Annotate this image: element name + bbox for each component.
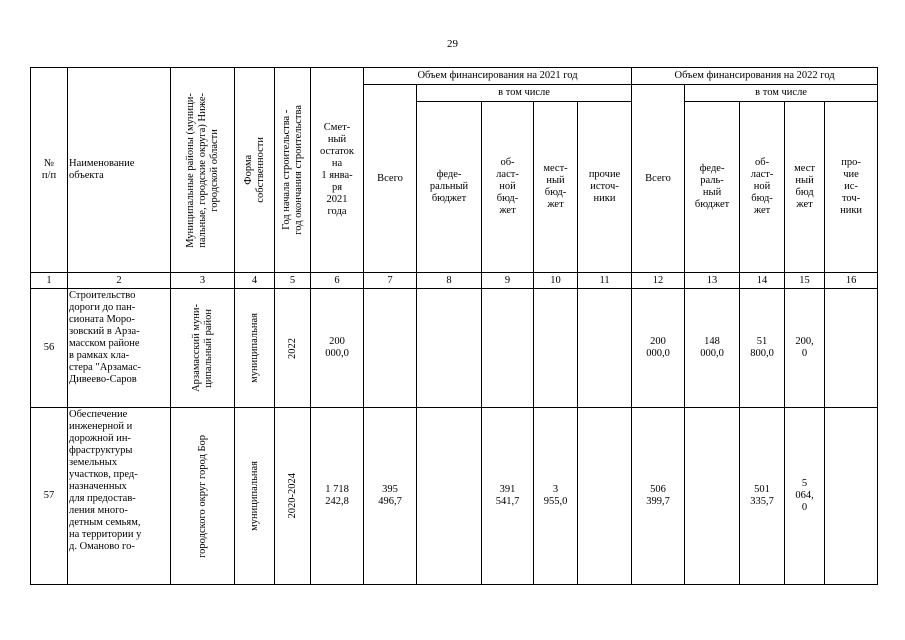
row-local-2022: 200, 0 [785,289,825,408]
page-number: 29 [447,38,458,50]
column-number: 12 [632,273,685,289]
header-federal-2022: феде- раль- ный бюджет [685,102,740,273]
row-local-2022: 5 064, 0 [785,408,825,585]
row-ownership: муниципальная [235,289,275,408]
row-regional-2021 [482,289,534,408]
header-row-1 [31,68,878,85]
row-municipality: городского округ город Бор [171,408,235,585]
row-municipality: Арзамасский муни- ципальный район [171,289,235,408]
column-number: 10 [534,273,578,289]
row-balance: 1 718 242,8 [311,408,364,585]
header-other-2022: про- чие ис- точ- ники [825,102,878,273]
column-number: 14 [740,273,785,289]
row-federal-2021 [417,289,482,408]
row-years: 2022 [275,289,311,408]
row-total-2022: 506 399,7 [632,408,685,585]
row-object-name: Обеспечение инженерной и дорожной ин- фраструктуры земельных участков, пред- назначенных для предостав- ления много- детным семьям, на территории у д. Оманово го- [68,408,171,585]
column-number: 16 [825,273,878,289]
header-balance: Смет- ный остаток на 1 янва- ря 2021 года [311,68,364,273]
header-federal-2021: феде- ральный бюджет [417,102,482,273]
column-number: 11 [578,273,632,289]
header-including-2022: в том числе [685,85,878,102]
row-object-name: Строительство дороги до пан- сионата Моро- зовский в Арза- масском районе в рамках кла- стера "Арзамас- Дивеево-Саров [68,289,171,408]
column-number: 7 [364,273,417,289]
row-total-2021 [364,289,417,408]
column-number: 9 [482,273,534,289]
row-other-2022 [825,408,878,585]
header-financing-2022: Объем финансирования на 2022 год [632,68,878,85]
row-federal-2022 [685,408,740,585]
header-financing-2021: Объем финансирования на 2021 год [364,68,632,85]
header-total-2021: Всего [364,85,417,273]
table-row [31,289,878,408]
column-number: 8 [417,273,482,289]
column-number: 4 [235,273,275,289]
header-object-name: Наименование объекта [68,68,171,273]
row-regional-2021: 391 541,7 [482,408,534,585]
header-regional-2021: об- ласт- ной бюд- жет [482,102,534,273]
row-other-2022 [825,289,878,408]
row-other-2021 [578,408,632,585]
header-local-2022: мест ный бюд жет [785,102,825,273]
row-other-2021 [578,289,632,408]
header-total-2022: Всего [632,85,685,273]
column-number: 1 [31,273,68,289]
column-number: 15 [785,273,825,289]
row-balance: 200 000,0 [311,289,364,408]
header-including-2021: в том числе [417,85,632,102]
row-years: 2020-2024 [275,408,311,585]
row-ownership: муниципальная [235,408,275,585]
row-local-2021: 3 955,0 [534,408,578,585]
row-regional-2022: 501 335,7 [740,408,785,585]
header-other-2021: прочие источ- ники [578,102,632,273]
header-years: Год начала строительства - год окончания строительства [275,68,311,273]
row-federal-2022: 148 000,0 [685,289,740,408]
header-municipality: Муниципальные районы (муници- пальные, городские округа) Ниже- городской области [171,68,235,273]
header-num: № п/п [31,68,68,273]
header-regional-2022: об- ласт- ной бюд- жет [740,102,785,273]
table-row [31,408,878,585]
column-number: 13 [685,273,740,289]
row-num: 57 [31,408,68,585]
column-number: 6 [311,273,364,289]
column-number: 5 [275,273,311,289]
column-number: 2 [68,273,171,289]
row-total-2021: 395 496,7 [364,408,417,585]
column-number: 3 [171,273,235,289]
column-number-row [31,273,878,289]
row-total-2022: 200 000,0 [632,289,685,408]
financing-table [30,67,878,585]
row-local-2021 [534,289,578,408]
row-num: 56 [31,289,68,408]
row-federal-2021 [417,408,482,585]
header-local-2021: мест- ный бюд- жет [534,102,578,273]
header-ownership: Форма собственности [235,68,275,273]
row-regional-2022: 51 800,0 [740,289,785,408]
